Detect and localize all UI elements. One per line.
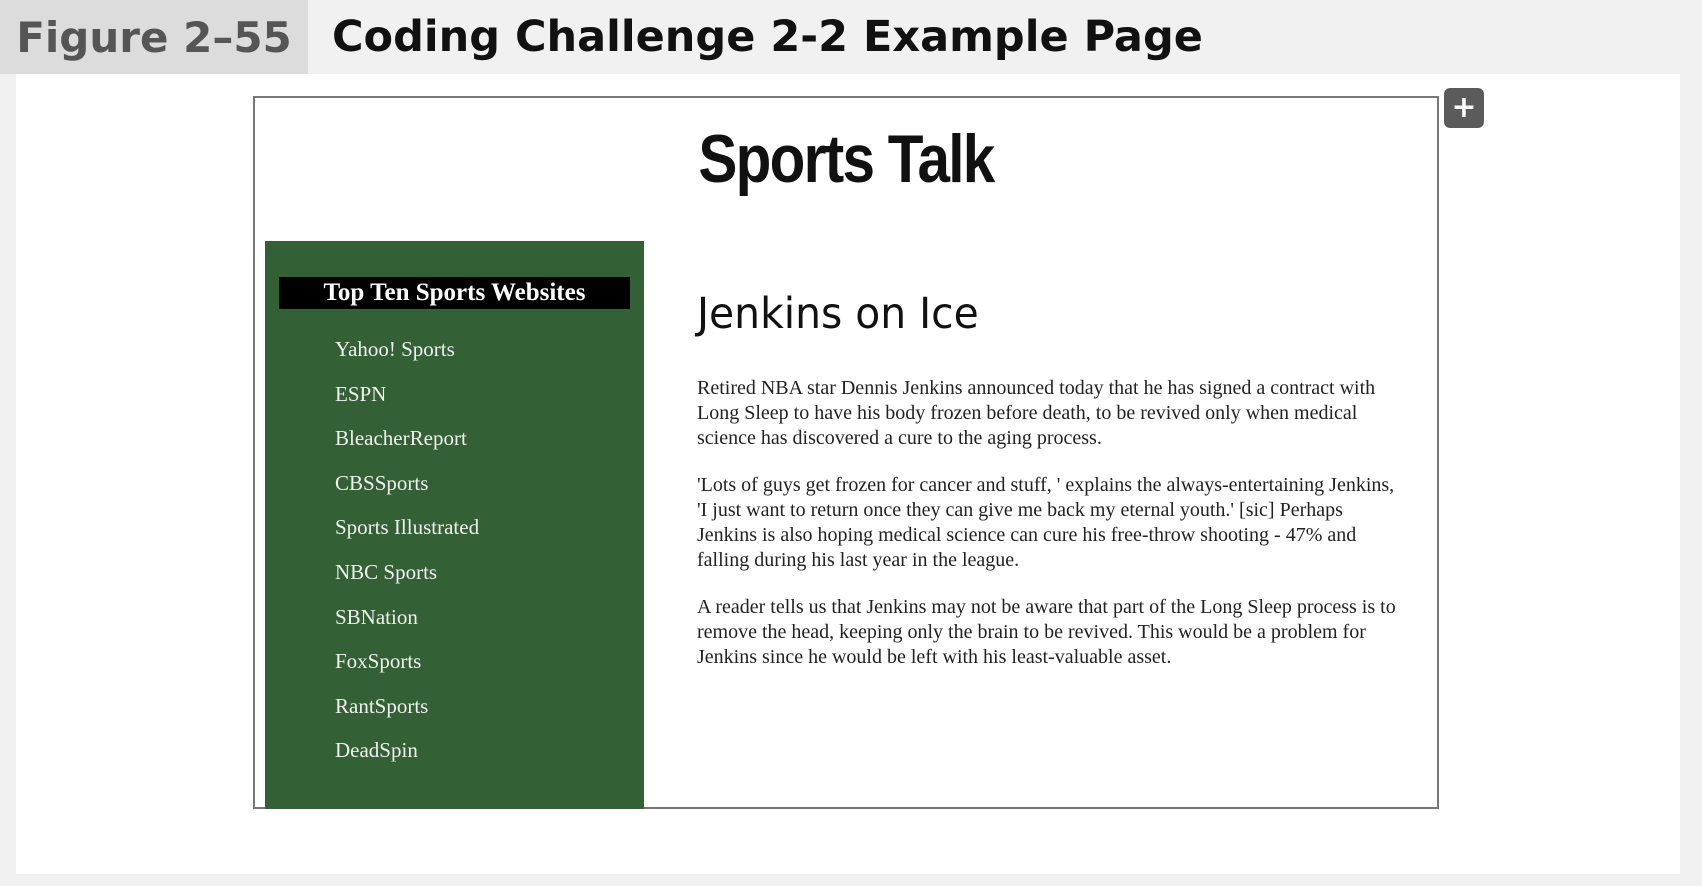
- article-paragraph: 'Lots of guys get frozen for cancer and stuff, ' explains the always-entertaining Jenkins, 'I just want to return once they can give me back my eternal youth.' [sic] Perhaps Jenkins is also hoping medical science can cure his free-throw shooting - 47% and falling during his last year in the league.: [697, 474, 1395, 571]
- sidebar-link[interactable]: Yahoo! Sports: [335, 337, 455, 361]
- sidebar-link[interactable]: NBC Sports: [335, 559, 438, 584]
- sidebar-link-list: [335, 337, 479, 783]
- sidebar-link[interactable]: CBSSports: [335, 470, 429, 495]
- sidebar-link[interactable]: BleacherReport: [335, 426, 467, 451]
- sidebar-link[interactable]: SBNation: [335, 604, 418, 629]
- figure-title: Coding Challenge 2-2 Example Page: [332, 12, 1203, 62]
- sidebar-link[interactable]: RantSports: [335, 693, 429, 718]
- site-title: Sports Talk: [698, 121, 994, 197]
- sidebar-link[interactable]: FoxSports: [335, 649, 422, 674]
- article-paragraph: Retired NBA star Dennis Jenkins announced today that he has signed a contract with Long Sleep to have his body frozen before death, to be revived only when medical science has discovered a cure to the aging process.: [697, 377, 1376, 449]
- expand-plus-icon[interactable]: +: [1444, 88, 1484, 128]
- article: [697, 288, 1397, 692]
- example-web-page: [253, 96, 1439, 809]
- sidebar-link[interactable]: Sports Illustrated: [335, 515, 480, 540]
- figure-label: Figure 2–55: [0, 0, 308, 74]
- article-title: Jenkins on Ice: [697, 289, 979, 339]
- article-paragraph: A reader tells us that Jenkins may not be aware that part of the Long Sleep process is to remove the head, keeping only the brain to be revived. This would be a problem for Jenkins since he would be left with his least-valuable asset.: [697, 596, 1396, 668]
- sidebar-link[interactable]: ESPN: [335, 381, 387, 406]
- sidebar: [265, 241, 644, 809]
- sidebar-link[interactable]: DeadSpin: [335, 738, 418, 763]
- sidebar-heading: Top Ten Sports Websites: [279, 277, 630, 309]
